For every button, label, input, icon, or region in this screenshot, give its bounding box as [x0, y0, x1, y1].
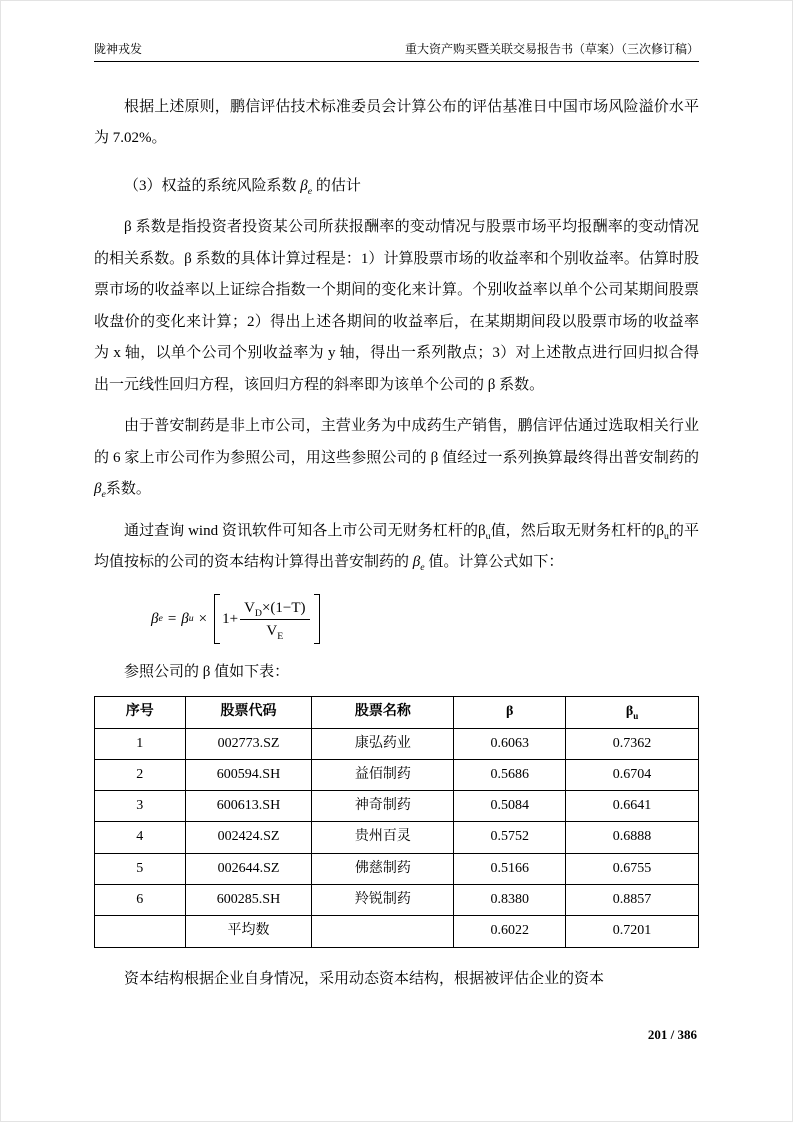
average-label: 平均数	[185, 916, 312, 947]
reference-company-beta-table	[94, 696, 699, 947]
col-header-index: 序号	[95, 697, 186, 728]
table-header-row	[95, 697, 699, 728]
beta-symbol: β	[412, 554, 421, 571]
paragraph-table-intro: 参照公司的 β 值如下表：	[124, 663, 290, 680]
paragraph-beta-definition: β 系数是指投资者投资某公司所获报酬率的变动情况与股票市场平均报酬率的变动情况的相关系数。β 系数的具体计算过程是：1）计算股票市场的收益率和个别收益率。估算时股票市场的收益率以上证综合指数一个期间的变化来计算。个别收益率以单个公司某期间股票收盘价的变化来计算；2）得出上述各期间的收益率后，在某期期间段以股票市场的收益率为 x 轴，以单个公司个别收益率为 y 轴，得出一系列散点；3）对上述散点进行回归拟合得出一元线性回归方程，该回归方程的斜率即为该单个公司的 β 系数。	[94, 219, 699, 393]
table-row: 5 002644.SZ 佛慈制药 0.5166 0.6755	[95, 853, 699, 884]
paragraph-capital-structure: 资本结构根据企业自身情况，采用动态资本结构，根据被评估企业的资本	[124, 970, 605, 987]
average-beta-u: 0.7201	[566, 916, 699, 947]
table-row: 2 600594.SH 益佰制药 0.5686 0.6704	[95, 759, 699, 790]
beta-symbol: β	[151, 610, 159, 627]
beta-symbol: β	[181, 610, 189, 627]
beta-symbol: β	[478, 522, 486, 539]
page-number: 201 / 386	[647, 1027, 697, 1042]
formula-one-plus: 1+	[222, 610, 239, 627]
table-average-row	[95, 916, 699, 947]
table-row: 4 002424.SZ 贵州百灵 0.5752 0.6888	[95, 822, 699, 853]
col-header-beta-u: $\beta_u$	[566, 697, 699, 728]
col-header-stock-code: 股票代码	[185, 697, 312, 728]
beta-e-formula: β e = β u × 1+ $\frac{V_D\times(1-T)}{V_E}$	[151, 593, 699, 645]
col-header-stock-name: 股票名称	[312, 697, 454, 728]
running-header	[94, 41, 699, 62]
average-beta: 0.6022	[454, 916, 566, 947]
table-row: 6 600285.SH 羚锐制药 0.8380 0.8857	[95, 885, 699, 916]
multiply-sign: ×	[198, 610, 208, 627]
paragraph-wind-query: 通过查询 wind 资讯软件可知各上市公司无财务杠杆的$\beta_u$值，然后取无财务杠杆的$\beta_u$的平均值按标的公司的资本结构计算得出普安制药的 $\beta_e$ 值。计算公式如下：	[94, 522, 699, 574]
header-document-title: 重大资产购买暨关联交易报告书（草案）（三次修订稿）	[404, 42, 699, 56]
paragraph-reference-companies: 由于普安制药是非上市公司，主营业务为中成药生产销售，鹏信评估通过选取相关行业的 6 家上市公司作为参照公司，用这些参照公司的 β 值经过一系列换算最终得出普安制药的$\beta_e$系数。	[94, 418, 699, 501]
table-row: 3 600613.SH 神奇制药 0.5084 0.6641	[95, 791, 699, 822]
beta-symbol: β	[300, 177, 308, 194]
formula-fraction: $\frac{V_D\times(1-T)}{V_E}$	[240, 597, 309, 640]
equals-sign: =	[167, 610, 177, 627]
table-row: 1 002773.SZ 康弘药业 0.6063 0.7362	[95, 728, 699, 759]
col-header-beta: β	[454, 697, 566, 728]
section-heading-beta-e: （3）权益的系统风险系数 $\beta_e$ 的估计	[124, 177, 361, 197]
paragraph-risk-premium: 根据上述原则，鹏信评估技术标准委员会计算公布的评估基准日中国市场风险溢价水平为 7.02%。	[94, 98, 699, 147]
document-body	[94, 92, 699, 995]
beta-symbol: β	[94, 481, 102, 498]
beta-symbol: β	[656, 522, 664, 539]
left-bracket	[214, 594, 220, 644]
right-bracket	[314, 594, 320, 644]
header-company-name: 陇神戎发	[94, 42, 143, 56]
